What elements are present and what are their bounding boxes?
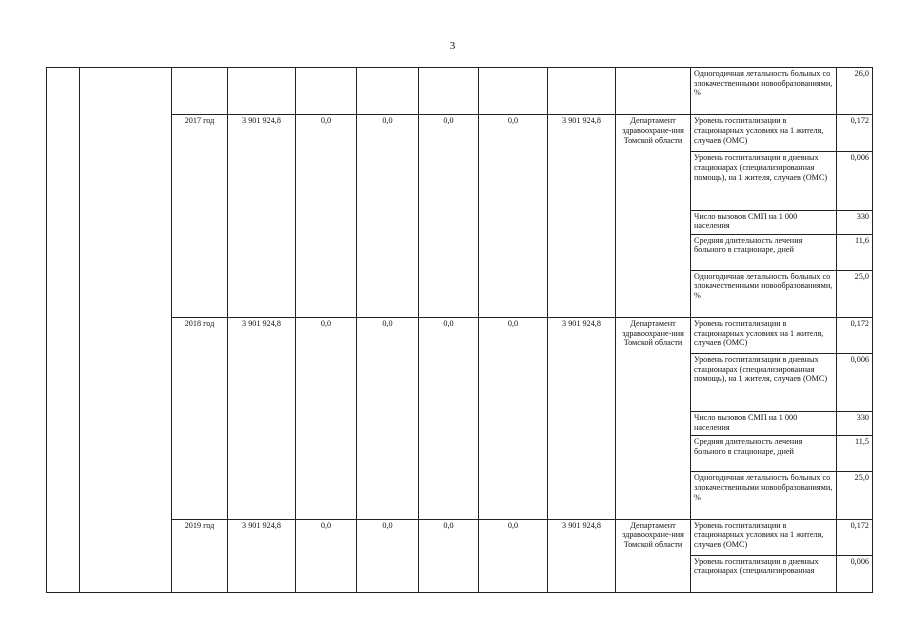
empty-cell: [47, 68, 80, 593]
page-number: 3: [449, 40, 456, 52]
indicator-name: Одногодичная летальность больных со злокачественными новообразованиями, %: [691, 68, 837, 115]
amount-cell: 0,0: [419, 115, 479, 318]
department-cell: Департамент здравоохране-ния Томской области: [616, 317, 691, 519]
indicator-name: Число вызовов СМП на 1 000 населения: [691, 210, 837, 234]
indicator-value: 0,006: [837, 152, 873, 210]
indicator-name: Уровень госпитализации в стационарных условиях на 1 жителя, случаев (ОМС): [691, 317, 837, 353]
amount-cell: 3 901 924,8: [548, 519, 616, 592]
table-row: [47, 68, 873, 115]
empty-cell: [296, 68, 357, 115]
indicator-value: 330: [837, 412, 873, 436]
year-cell: 2019 год: [172, 519, 228, 592]
indicator-name: Уровень госпитализации в стационарных условиях на 1 жителя, случаев (ОМС): [691, 519, 837, 555]
empty-cell: [548, 68, 616, 115]
department-cell: Департамент здравоохране-ния Томской области: [616, 519, 691, 592]
year-cell: 2018 год: [172, 317, 228, 519]
indicator-value: 11,5: [837, 436, 873, 472]
indicator-name: Одногодичная летальность больных со злокачественными новообразованиями, %: [691, 270, 837, 317]
amount-cell: 0,0: [419, 519, 479, 592]
department-cell: Департамент здравоохране-ния Томской области: [616, 115, 691, 318]
empty-cell: [616, 68, 691, 115]
indicator-value: 11,6: [837, 234, 873, 270]
amount-cell: 3 901 924,8: [548, 317, 616, 519]
year-cell: 2017 год: [172, 115, 228, 318]
indicator-value: 330: [837, 210, 873, 234]
empty-cell: [357, 68, 419, 115]
amount-cell: 0,0: [296, 115, 357, 318]
amount-cell: 0,0: [357, 115, 419, 318]
indicator-value: 0,172: [837, 519, 873, 555]
amount-cell: 0,0: [479, 317, 548, 519]
total-cell: 3 901 924,8: [228, 519, 296, 592]
indicator-name: Средняя длительность лечения больного в стационаре, дней: [691, 234, 837, 270]
empty-cell: [80, 68, 172, 593]
indicator-name: Одногодичная летальность больных со злокачественными новообразованиями, %: [691, 472, 837, 519]
indicator-value: 25,0: [837, 472, 873, 519]
empty-cell: [172, 68, 228, 115]
empty-cell: [479, 68, 548, 115]
program-table: [46, 67, 873, 593]
total-cell: 3 901 924,8: [228, 317, 296, 519]
indicator-name: Средняя длительность лечения больного в стационаре, дней: [691, 436, 837, 472]
indicator-name: Уровень госпитализации в дневных стационарах (специализированная помощь), на 1 жителя, случаев (ОМС): [691, 354, 837, 412]
amount-cell: 0,0: [419, 317, 479, 519]
indicator-value: 0,006: [837, 555, 873, 592]
empty-cell: [228, 68, 296, 115]
indicator-value: 0,172: [837, 317, 873, 353]
amount-cell: 0,0: [357, 317, 419, 519]
amount-cell: 0,0: [479, 519, 548, 592]
indicator-name: Уровень госпитализации в стационарных условиях на 1 жителя, случаев (ОМС): [691, 115, 837, 152]
indicator-value: 25,0: [837, 270, 873, 317]
indicator-name: Число вызовов СМП на 1 000 населения: [691, 412, 837, 436]
amount-cell: 0,0: [296, 317, 357, 519]
amount-cell: 0,0: [479, 115, 548, 318]
indicator-name: Уровень госпитализации в дневных стационарах (специализированная помощь), на 1 жителя, случаев (ОМС): [691, 152, 837, 210]
amount-cell: 0,0: [296, 519, 357, 592]
indicator-value: 26,0: [837, 68, 873, 115]
indicator-name: Уровень госпитализации в дневных стационарах (специализированная: [691, 555, 837, 592]
total-cell: 3 901 924,8: [228, 115, 296, 318]
amount-cell: 3 901 924,8: [548, 115, 616, 318]
indicator-value: 0,006: [837, 354, 873, 412]
empty-cell: [419, 68, 479, 115]
amount-cell: 0,0: [357, 519, 419, 592]
indicator-value: 0,172: [837, 115, 873, 152]
